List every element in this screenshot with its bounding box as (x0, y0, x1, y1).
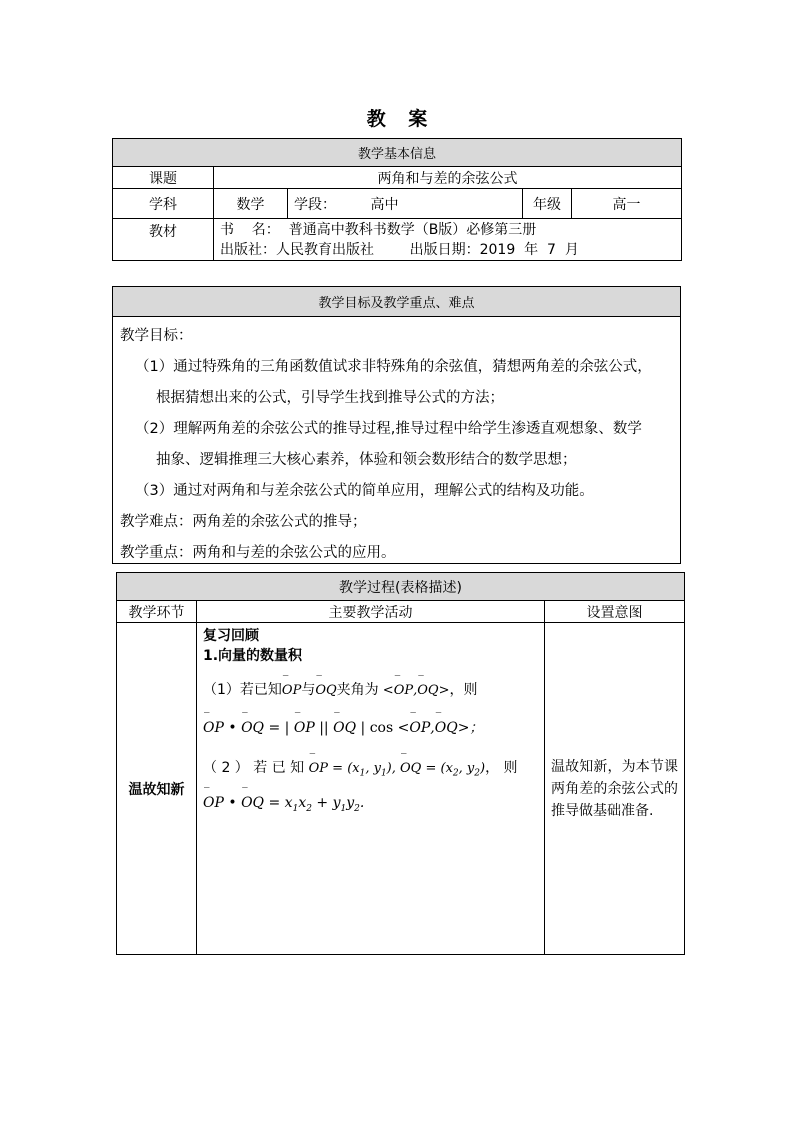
stage-cell-review: 温故知新 (117, 623, 197, 955)
stage-label: 学段： (294, 196, 336, 213)
item1-angle: 夹角为 (336, 682, 379, 698)
dot-product-item-1 (203, 679, 477, 699)
basic-info-table (112, 138, 682, 261)
subject-label: 学科 (113, 189, 214, 219)
textbook-name-line: 书 名： 普通高中教科书数学（B版）必修第三册 (220, 221, 537, 238)
col-activity-header: 主要教学活动 (197, 601, 545, 623)
goals-line: 根据猜想出来的公式，引导学生找到推导公式的方法； (156, 390, 504, 406)
goals-table (112, 286, 681, 564)
goals-body (113, 317, 681, 564)
intent-cell: 温故知新，为本节课两角差的余弦公式的推导做基础准备. (545, 623, 685, 955)
goals-line: （1）通过特殊角的三角函数值试求非特殊角的余弦值，猜想两角差的余弦公式， (135, 359, 652, 375)
col-stage-header: 教学环节 (117, 601, 197, 623)
item2-prefix: （ 2 ） 若 已 知 (203, 760, 305, 776)
item2-then: ， 则 (485, 760, 518, 776)
angle-notation: <‾ OP,‾ OQ> (379, 683, 450, 698)
goals-line: 教学难点：两角差的余弦公式的推导； (120, 514, 367, 530)
textbook-info (214, 219, 682, 261)
activity-subheading: 1.向量的数量积 (203, 648, 303, 664)
dot-product-formula-1: ‾ OP • ‾ OQ = | ‾ OP || ‾ OQ | cos <‾ OP,‾ OQ>； (203, 717, 483, 737)
process-header: 教学过程(表格描述) (117, 573, 685, 601)
goals-line: （2）理解两角差的余弦公式的推导过程,推导过程中给学生渗透直观想象、数学 (135, 421, 642, 437)
grade-value: 高一 (572, 189, 682, 219)
item1-and: 与 (301, 682, 316, 698)
subject-value: 数学 (214, 189, 288, 219)
goals-header: 教学目标及教学重点、难点 (113, 287, 681, 317)
activity-heading: 复习回顾 (203, 628, 259, 644)
coordinate-formula: ‾ OP = ($x_1$, $y_1$), ‾ OQ = ($x_2$, $y_2$) (309, 761, 485, 776)
goals-line: 抽象、逻辑推理三大核心素养，体验和领会数形结合的数学思想； (156, 452, 577, 468)
dot-product-formula-2: ‾ OP • ‾ OQ = $x_1x_2 + y_1y_2$. (203, 795, 364, 814)
stage-value: 高中 (370, 196, 399, 213)
item1-prefix: （1）若已知 (203, 682, 282, 698)
textbook-publisher-line: 出版社：人民教育出版社 出版日期：2019 年 7 月 (220, 241, 579, 258)
topic-label: 课题 (113, 167, 214, 189)
process-table (116, 572, 685, 955)
vector-op: ‾ OP (282, 683, 301, 698)
dot-product-item-2 (203, 757, 518, 779)
vector-oq: ‾ OQ (315, 683, 336, 698)
goals-line: 教学重点：两角和与差的余弦公式的应用。 (120, 545, 396, 561)
textbook-label: 教材 (113, 219, 214, 261)
topic-value: 两角和与差的余弦公式 (214, 167, 682, 189)
activity-cell (197, 623, 545, 955)
item1-then: ，则 (449, 682, 478, 698)
goals-line: （3）通过对两角和与差余弦公式的简单应用，理解公式的结构及功能。 (135, 483, 594, 499)
goals-line: 教学目标： (120, 328, 193, 344)
basic-info-header: 教学基本信息 (113, 139, 682, 167)
stage-cell (288, 189, 523, 219)
page-title: 教 案 (366, 108, 436, 130)
grade-label: 年级 (523, 189, 572, 219)
col-intent-header: 设置意图 (545, 601, 685, 623)
